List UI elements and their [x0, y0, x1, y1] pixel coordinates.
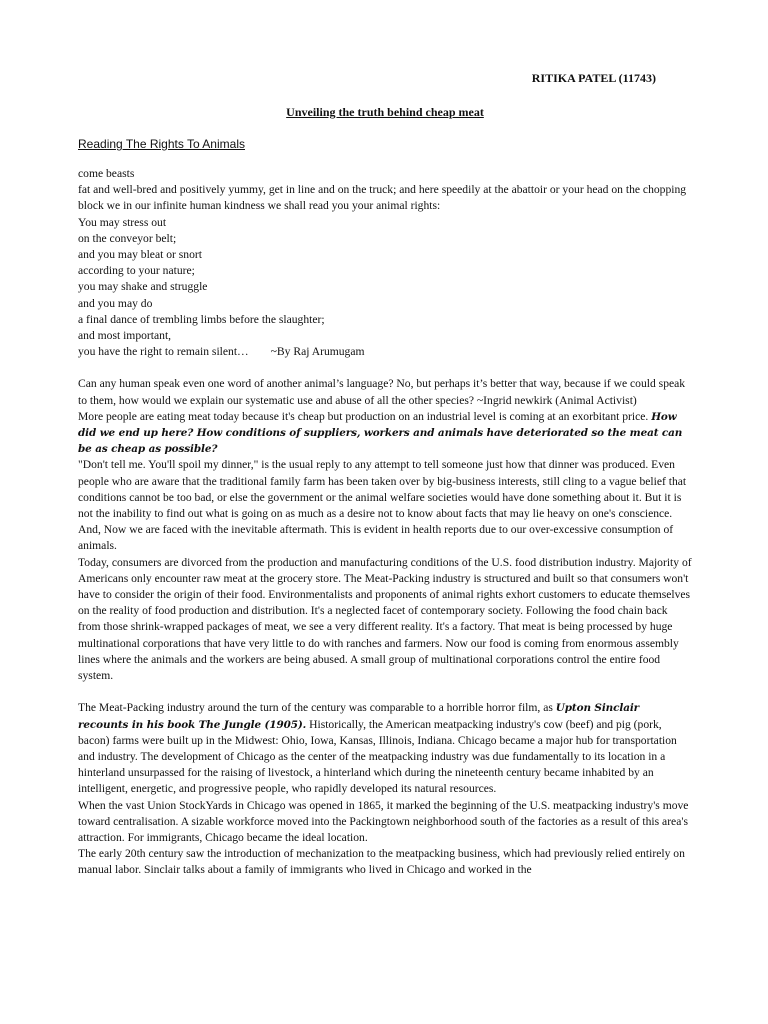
- paragraph-consumers: Today, consumers are divorced from the production and manufacturing conditions of the U.S. food distribution industry. Majority of Americans only encounter raw meat at the grocery store. The Meat-Packing industry is structured and built so that consumers won't have to consider the origin of their food. Environmentalists and proponents of animal rights exhort customers to educate themselves on the reality of food production and distribution. It's a neglected facet of contemporary society. Following the food chain back from those shrink-wrapped packages of meat, we see a very different reality. It's a factory. That meat is being processed by huge multinational corporations that have very little to do with ranches and farmers. Now our food is coming from enormous assembly lines where the animals and the workers are being abused. A small group of multinational corporations control the entire food system.: [78, 555, 692, 683]
- poem-intro-line: fat and well-bred and positively yummy, get in line and on the truck; and here speedily at the abattoir or your head on the chopping block we in our infinite human kindness we shall read you your animal rights:: [78, 183, 687, 213]
- paragraph-intro: [78, 409, 692, 458]
- poem-last-line: [78, 344, 692, 360]
- paragraph-history-citation: Upton Sinclair recounts in his book The Jungle (1905).: [78, 702, 640, 731]
- document-page: [78, 70, 692, 879]
- poem-intro-line: come beasts: [78, 167, 135, 180]
- section-heading: Reading The Rights To Animals: [78, 137, 245, 151]
- poem-line: and you may do: [78, 296, 153, 310]
- paragraph-mechanization: The early 20th century saw the introduction of mechanization to the meatpacking business, which had previously relied entirely on manual labor. Sinclair talks about a family of immigrants who lived in Chicago and worked in the: [78, 847, 685, 877]
- poem-line: and you may bleat or snort: [78, 248, 202, 262]
- paragraph-intro-question: How did we end up here? How conditions of suppliers, workers and animals have deteriorated so the meat can be as cheap as possible?: [78, 410, 683, 456]
- poem-line: on the conveyor belt;: [78, 231, 177, 245]
- paragraph-dinner: "Don't tell me. You'll spoil my dinner," is the usual reply to any attempt to tell someone just how that dinner was produced. Even people who are aware that the traditional family farm has been taken over by big-business interests, still cling to a vague belief that conditions cannot be too bad, or else the government or the animal welfare societies would have done something about it. But it is not the inability to find out what is going on as much as a desire not to know about facts that may lie heavy on one's conscience. And, Now we are faced with the inevitable aftermath. This is evident in health reports due to our over-excessive consumption of animals.: [78, 458, 687, 553]
- document-title: Unveiling the truth behind cheap meat: [286, 105, 484, 119]
- paragraph-history-text-a: The Meat-Packing industry around the turn of the century was comparable to a horrible horror film, as: [78, 701, 556, 715]
- paragraph-intro-text: More people are eating meat today because it's cheap but production on an industrial level is coming at an exorbitant price.: [78, 409, 652, 423]
- poem-line: and most important,: [78, 329, 172, 343]
- poem-line: You may stress out: [78, 215, 167, 229]
- paragraph-stockyards: When the vast Union StockYards in Chicago was opened in 1865, it marked the beginning of the U.S. meatpacking industry's move toward centralisation. A sizable workforce moved into the Packingtown neighborhood south of the factories as a result of this area's attraction. For immigrants, Chicago became the ideal location.: [78, 798, 689, 844]
- paragraph-history: [78, 700, 692, 797]
- poem-final-verse: you have the right to remain silent…: [78, 345, 249, 359]
- paragraph-quote: Can any human speak even one word of another animal’s language? No, but perhaps it’s better that way, because if we could speak to them, how would we explain our systematic use and abuse of all the other species? ~Ingrid newkirk (Animal Activist): [78, 377, 686, 407]
- poem-line: a final dance of trembling limbs before the slaughter;: [78, 312, 325, 326]
- author-line: RITIKA PATEL (11743): [531, 71, 656, 85]
- poem-byline: ~By Raj Arumugam: [270, 345, 365, 359]
- poem-line: you may shake and struggle: [78, 280, 208, 294]
- paragraph-history-text-b: Historically, the American meatpacking industry's cow (beef) and pig (pork, bacon) farms were built up in the Midwest: Ohio, Iowa, Kansas, Illinois, Indiana. Chicago became a major hub for transportation and industry. The development of Chicago as the center of the meatpacking industry was due fundamentally to its location in a hinterland unsurpassed for the raising of livestock, a hinterland which during the nineteenth century became inhabited by an intelligent, energetic, and progressive people, who rapidly developed its natural resources.: [78, 717, 677, 796]
- poem-line: according to your nature;: [78, 264, 195, 278]
- poem-block: [78, 166, 692, 360]
